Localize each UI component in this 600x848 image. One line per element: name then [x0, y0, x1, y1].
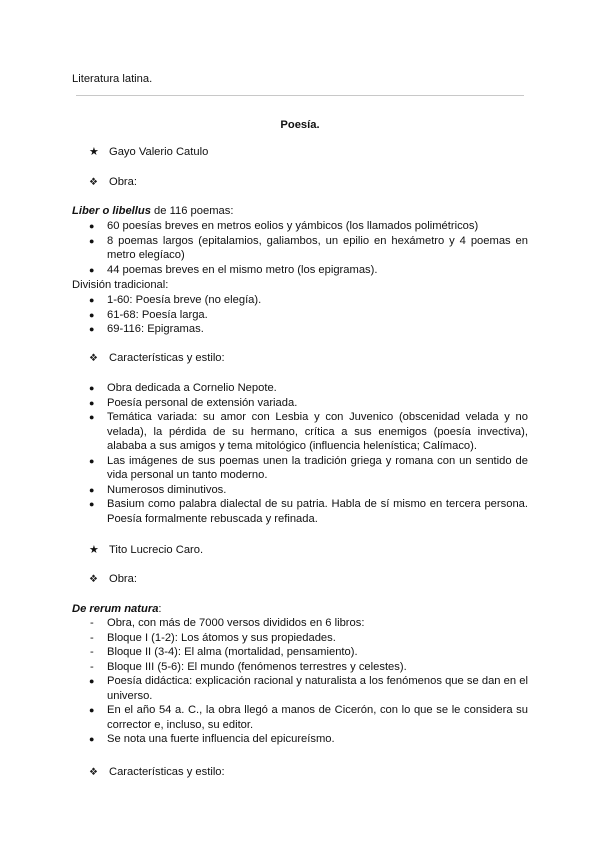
work-heading-catulo — [72, 204, 233, 219]
list-item: ● Poesía personal de extensión variada. — [89, 396, 298, 409]
list-item: ● 44 poemas breves en el mismo metro (los epigramas). — [89, 263, 378, 276]
style-label: Características y estilo: — [109, 766, 225, 778]
work-title: De rerum natura — [72, 603, 159, 615]
style-label-catulo — [89, 351, 225, 367]
list-item: ● Las imágenes de sus poemas unen la tradición griega y romana con un sentido de vida personal un tanto moderno. — [89, 454, 528, 481]
document-header: Literatura latina. — [72, 73, 153, 85]
author-name: Tito Lucrecio Caro. — [109, 544, 204, 556]
diamond-bullet-icon: ❖ — [89, 353, 98, 364]
style-list-catulo — [72, 381, 528, 526]
list-item: - Obra, con más de 7000 versos divididos en 6 libros: — [90, 617, 365, 629]
list-item: ● 60 poesías breves en metros eolios y yámbicos (los llamados polimétricos) — [89, 220, 479, 232]
author-lucrecio — [89, 543, 203, 558]
obra-label-catulo — [89, 175, 137, 191]
list-item: - Bloque III (5-6): El mundo (fenómenos terrestres y celestes). — [90, 660, 407, 673]
work-title: Liber o libellus — [72, 205, 151, 217]
division-list — [72, 293, 528, 337]
page-title: Poesía. — [280, 119, 320, 131]
list-item: ● Numerosos diminutivos. — [89, 483, 227, 496]
work-title-rest: : — [158, 603, 162, 615]
list-item: ● Obra dedicada a Cornelio Nepote. — [89, 382, 277, 394]
list-item: ● 1-60: Poesía breve (no elegía). — [89, 294, 262, 306]
list-item: ● Poesía didáctica: explicación racional y naturalista a los fenómenos que se dan en el universo. — [89, 675, 528, 702]
star-icon: ★ — [89, 146, 99, 158]
style-label-lucrecio — [89, 765, 225, 781]
header-divider — [76, 95, 524, 96]
list-item: ● 8 poemas largos (epitalamios, galiambos, un epilio en hexámetro y 4 poemas en metro elegíaco) — [89, 234, 528, 261]
list-item: ● 69-116: Epigramas. — [89, 323, 204, 335]
work-heading-lucrecio — [72, 602, 162, 617]
list-item: - Bloque II (3-4): El alma (mortalidad, pensamiento). — [90, 646, 358, 658]
diamond-bullet-icon: ❖ — [89, 767, 98, 778]
work-list-catulo — [72, 219, 528, 277]
work-title-rest: de 116 poemas: — [150, 205, 234, 217]
author-name: Gayo Valerio Catulo — [109, 146, 209, 158]
list-item: ● En el año 54 a. C., la obra llegó a manos de Cicerón, con lo que se le considera su corrector e, incluso, su editor. — [89, 704, 528, 731]
star-icon: ★ — [89, 544, 99, 556]
obra-label-lucrecio — [89, 572, 137, 588]
author-catulo — [89, 145, 208, 160]
list-item: ● Temática variada: su amor con Lesbia y con Juvenico (obscenidad velada y no velada), la pérdida de su hermano, crítica a sus enemigos (poesía invectiva), alababa a sus amigos y tema mitológico (influencia helenística; Calímaco). — [89, 411, 528, 452]
list-item: ● 61-68: Poesía larga. — [89, 308, 208, 321]
diamond-bullet-icon: ❖ — [89, 574, 98, 585]
work-list-lucrecio — [72, 616, 528, 747]
obra-label: Obra: — [109, 573, 137, 585]
list-item: ● Se nota una fuerte influencia del epicureísmo. — [89, 733, 335, 745]
obra-label: Obra: — [109, 176, 137, 188]
diamond-bullet-icon: ❖ — [89, 177, 98, 188]
division-label: División tradicional: — [72, 279, 169, 291]
list-item: - Bloque I (1-2): Los átomos y sus propiedades. — [90, 631, 336, 644]
style-label: Características y estilo: — [109, 352, 225, 364]
list-item: ● Basium como palabra dialectal de su patria. Habla de sí mismo en tercera persona. Poesía formalmente rebuscada y refinada. — [89, 498, 528, 525]
